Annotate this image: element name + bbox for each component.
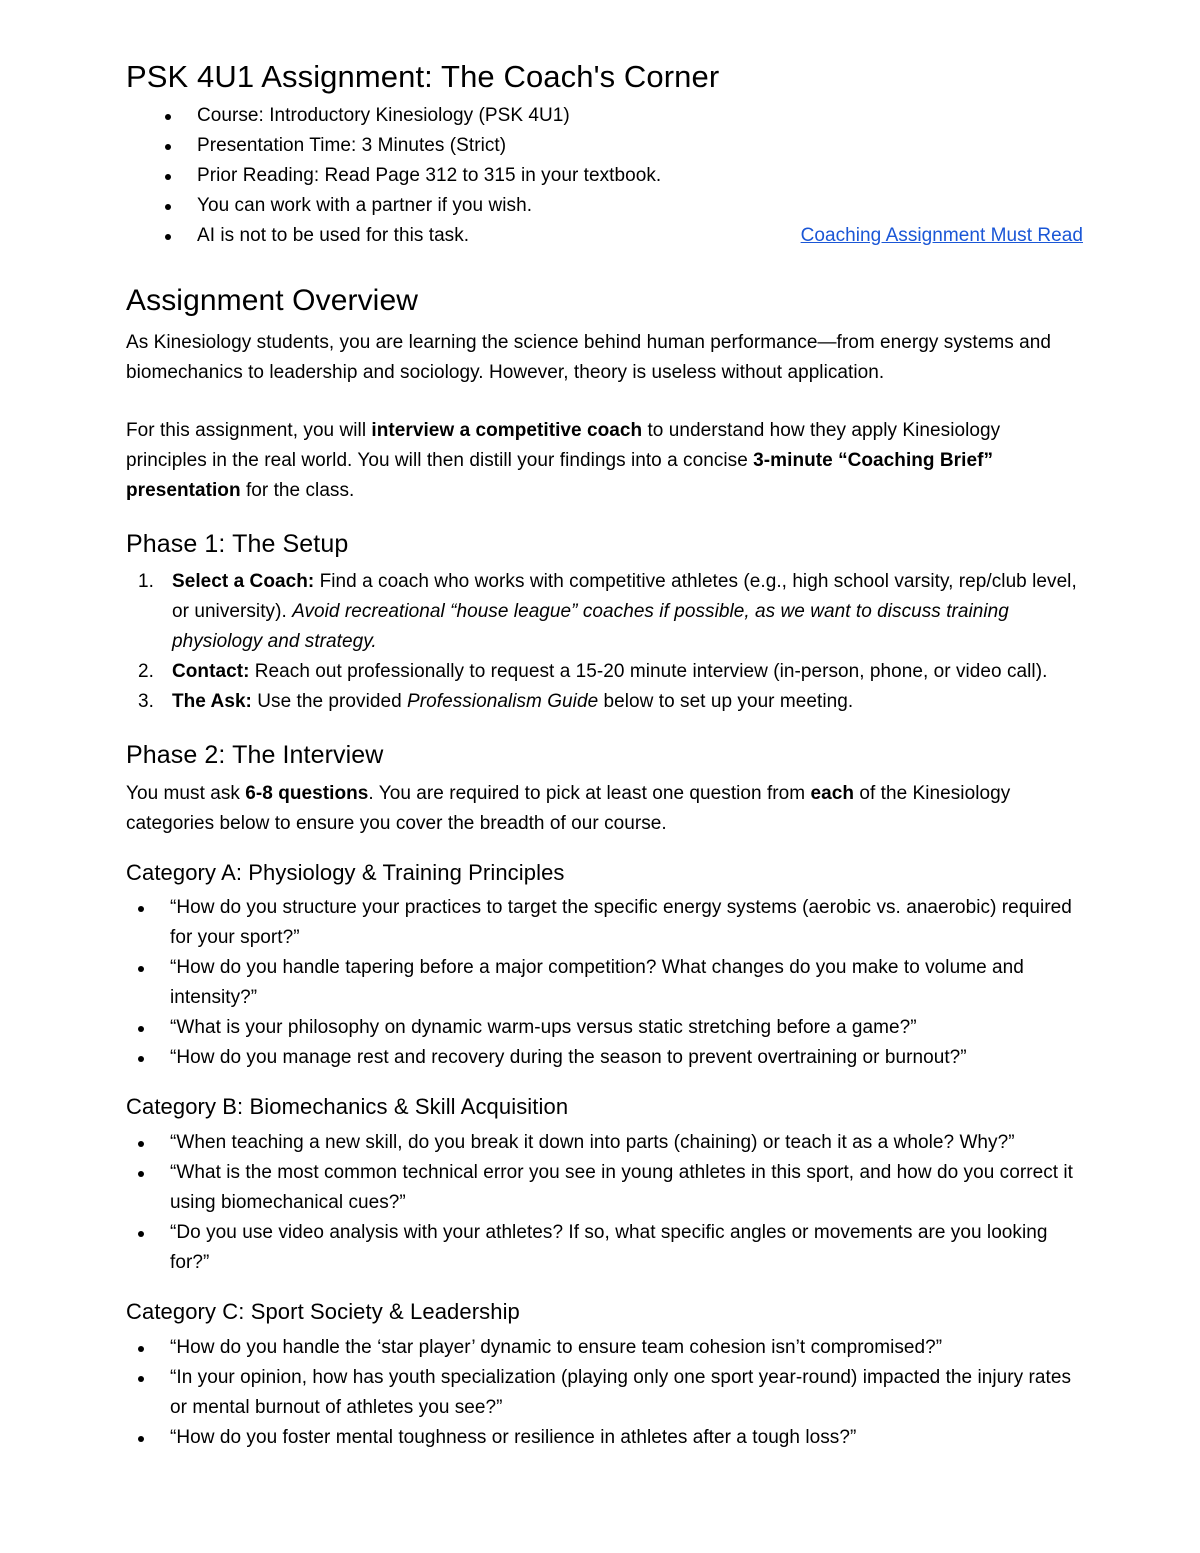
category-b-heading: Category B: Biomechanics & Skill Acquisition [126, 1094, 569, 1120]
category-a-question-2: “How do you handle tapering before a major competition? What changes do you make to volume and intensity?” [170, 957, 1024, 1009]
category-c-question-1: “How do you handle the ‘star player’ dynamic to ensure team cohesion isn’t compromised?” [170, 1336, 943, 1358]
list-item [126, 1128, 1085, 1158]
step-3-text-before: Use the provided [251, 691, 408, 713]
category-c-heading: Category C: Sport Society & Leadership [126, 1298, 520, 1324]
list-item [153, 161, 1085, 191]
overview-paragraph-2 [126, 416, 1085, 506]
assignment-meta-list [126, 97, 1085, 251]
list-item [126, 1043, 1085, 1073]
assignment-overview-heading: Assignment Overview [126, 283, 418, 317]
meta-item-prior-reading: Prior Reading: Read Page 312 to 315 in your textbook. [197, 164, 662, 186]
list-item [126, 567, 1085, 657]
list-item [126, 657, 1085, 687]
overview-p2-bold-2: 3-minute “Coaching Brief” presentation [126, 449, 993, 501]
meta-item-course: Course: Introductory Kinesiology (PSK 4U1) [197, 104, 570, 126]
overview-paragraph-1: As Kinesiology students, you are learning the science behind human performance—from energy systems and biomechanics to leadership and sociology. However, theory is useless without application. [126, 331, 1051, 383]
meta-item-ai-policy: AI is not to be used for this task. [197, 224, 470, 246]
step-2-text: Reach out professionally to request a 15-20 minute interview (in-person, phone, or video call). [249, 661, 1048, 683]
category-b-question-3: “Do you use video analysis with your athletes? If so, what specific angles or movements are you looking for?” [170, 1221, 1048, 1273]
list-item [126, 1423, 1085, 1453]
meta-item-ai-row [197, 221, 1085, 251]
category-b-question-1: “When teaching a new skill, do you break it down into parts (chaining) or teach it as a whole? Why?” [170, 1131, 1015, 1153]
category-a-question-4: “How do you manage rest and recovery during the season to prevent overtraining or burnout?” [170, 1047, 967, 1069]
phase2-intro-text-3: of the Kinesiology categories below to ensure you cover the breadth of our course. [126, 782, 1011, 834]
phase-2-heading: Phase 2: The Interview [126, 741, 384, 770]
list-item [126, 1013, 1085, 1043]
overview-p2-text-2: to understand how they apply Kinesiology principles in the real world. You will then distill your findings into a concise [126, 419, 1001, 471]
phase2-intro-bold-1: 6-8 questions [245, 782, 369, 804]
step-1-label: Select a Coach: [172, 571, 315, 593]
list-item [153, 221, 1085, 251]
step-1-text: Find a coach who works with competitive athletes (e.g., high school varsity, rep/club level, or university). [172, 571, 1077, 623]
page-title: PSK 4U1 Assignment: The Coach's Corner [126, 59, 720, 94]
category-c-questions [126, 1333, 1085, 1453]
category-a-question-1: “How do you structure your practices to target the specific energy systems (aerobic vs. anaerobic) required for your sport?” [170, 897, 1072, 949]
overview-p2-text-3: for the class. [240, 479, 355, 501]
phase-1-heading: Phase 1: The Setup [126, 529, 349, 558]
step-3-italic: Professionalism Guide [407, 691, 599, 713]
step-3-text-after: below to set up your meeting. [598, 691, 854, 713]
phase2-intro-text-1: You must ask [126, 782, 246, 804]
list-item [126, 1158, 1085, 1218]
list-item [126, 893, 1085, 953]
category-b-question-2: “What is the most common technical error you see in young athletes in this sport, and how do you correct it using biomechanical cues?” [170, 1161, 1073, 1213]
phase-1-steps [126, 567, 1085, 717]
phase2-intro-bold-2: each [810, 782, 855, 804]
list-item [153, 101, 1085, 131]
category-c-question-2: “In your opinion, how has youth specialization (playing only one sport year-round) impacted the injury rates or mental burnout of athletes you see?” [170, 1366, 1071, 1418]
step-3-label: The Ask: [172, 691, 252, 713]
list-item [126, 1218, 1085, 1278]
category-a-heading: Category A: Physiology & Training Principles [126, 859, 565, 885]
meta-item-partner: You can work with a partner if you wish. [197, 194, 533, 216]
category-b-questions [126, 1128, 1085, 1278]
list-item [153, 191, 1085, 221]
list-item [126, 1333, 1085, 1363]
list-item [126, 687, 1085, 717]
category-a-question-3: “What is your philosophy on dynamic warm-ups versus static stretching before a game?” [170, 1017, 917, 1039]
overview-p2-bold-1: interview a competitive coach [371, 419, 643, 441]
category-c-question-3: “How do you foster mental toughness or resilience in athletes after a tough loss?” [170, 1426, 857, 1448]
link-wrap [801, 221, 1085, 251]
overview-p2-text-1: For this assignment, you will [126, 419, 372, 441]
coaching-assignment-must-read-link[interactable]: Coaching Assignment Must Read [800, 224, 1083, 246]
list-item [126, 1363, 1085, 1423]
phase2-intro-text-2: . You are required to pick at least one question from [368, 782, 811, 804]
category-a-questions [126, 893, 1085, 1073]
list-item [153, 131, 1085, 161]
meta-item-presentation-time: Presentation Time: 3 Minutes (Strict) [197, 134, 507, 156]
list-item [126, 953, 1085, 1013]
phase-2-intro [126, 779, 1085, 839]
step-1-italic: Avoid recreational “house league” coaches if possible, as we want to discuss training physiology and strategy. [172, 601, 1009, 653]
step-2-label: Contact: [172, 661, 250, 683]
